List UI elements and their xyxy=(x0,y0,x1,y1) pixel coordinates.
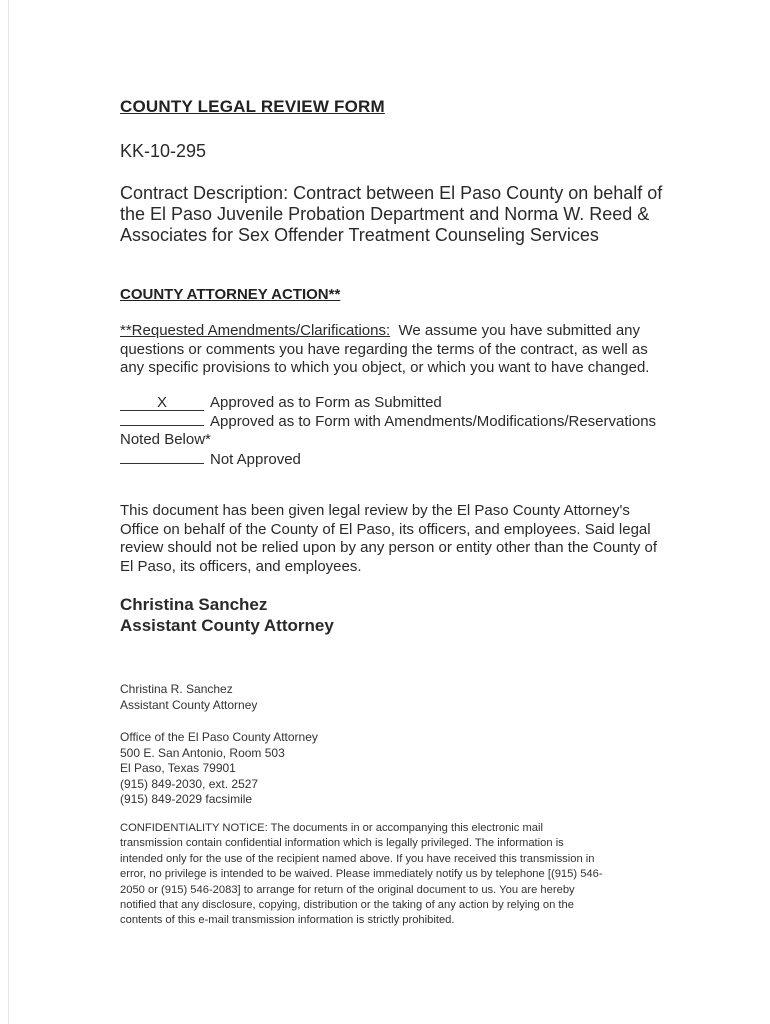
requested-line: questions or comments you have regarding the terms of the contract, as well as xyxy=(120,340,648,358)
requested-line: any specific provisions to which you object, or which you want to have changed. xyxy=(120,359,650,376)
legal-line: This document has been given legal review by the El Paso County Attorney's xyxy=(120,502,630,519)
option-label: Not Approved xyxy=(210,451,301,468)
confidentiality-line: 2050 or (915) 546-2083] to arrange for return of the original document to us. You are hereby xyxy=(120,883,575,896)
confidentiality-line: error, no privilege is intended to be waived. Please immediately notify us by telephone [(915) 546- xyxy=(120,868,603,881)
legal-line: El Paso, its officers, and employees. xyxy=(120,557,362,575)
contract-description xyxy=(120,183,663,246)
legal-line: review should not be relied upon by any person or entity other than the County of xyxy=(120,539,658,556)
confidentiality-line: CONFIDENTIALITY NOTICE: The documents in or accompanying this electronic mail xyxy=(120,822,543,834)
contract-line: the El Paso Juvenile Probation Department and Norma W. Reed & xyxy=(120,204,650,224)
confidentiality-notice xyxy=(120,821,630,929)
email-signature-block xyxy=(120,682,257,713)
option-mark-blank xyxy=(120,412,204,426)
form-title: COUNTY LEGAL REVIEW FORM xyxy=(120,97,385,116)
option-label: Approved as to Form as Submitted xyxy=(210,394,442,411)
signature-title: Assistant County Attorney xyxy=(120,616,334,635)
address-line: Office of the El Paso County Attorney xyxy=(120,730,318,744)
contract-line: Contract Description: Contract between El Paso County on behalf of xyxy=(120,183,663,203)
legal-line: Office on behalf of the County of El Paso, its officers, and employees. Said legal xyxy=(120,520,651,538)
address-line: (915) 849-2029 facsimile xyxy=(120,792,253,806)
requested-amendments-paragraph xyxy=(120,322,660,378)
option-mark-blank xyxy=(120,448,204,464)
scan-edge-line xyxy=(8,0,9,1024)
requested-amendments-text: We assume you have submitted any xyxy=(398,322,641,339)
confidentiality-line: intended only for the use of the recipient named above. If you have received this transmission in xyxy=(120,852,595,865)
option-approved-as-submitted xyxy=(120,394,442,411)
signature-name: Christina Sanchez xyxy=(120,595,268,614)
email-signature-title: Assistant County Attorney xyxy=(120,697,258,712)
address-line: 500 E. San Antonio, Room 503 xyxy=(120,745,285,760)
option-continuation: Noted Below* xyxy=(120,431,211,448)
option-approved-with-amendments xyxy=(120,412,660,449)
county-attorney-action-heading: COUNTY ATTORNEY ACTION** xyxy=(120,286,341,303)
confidentiality-line: transmission contain confidential information which is legally privileged. The information is xyxy=(120,837,564,850)
option-not-approved xyxy=(120,448,301,468)
confidentiality-line: notified that any disclosure, copying, distribution or the taking of any action by relying on the xyxy=(120,899,574,912)
requested-amendments-label: **Requested Amendments/Clarifications: xyxy=(120,322,391,339)
email-signature-name: Christina R. Sanchez xyxy=(120,682,233,696)
contract-line: Associates for Sex Offender Treatment Counseling Services xyxy=(120,225,599,245)
confidentiality-line: contents of this e-mail transmission information is strictly prohibited. xyxy=(120,914,455,927)
form-number: KK-10-295 xyxy=(120,141,207,161)
option-label: Approved as to Form with Amendments/Modifications/Reservations xyxy=(210,413,657,430)
legal-review-paragraph xyxy=(120,502,660,576)
option-mark-blank: X xyxy=(120,395,204,411)
address-line: El Paso, Texas 79901 xyxy=(120,761,236,775)
address-line: (915) 849-2030, ext. 2527 xyxy=(120,776,259,791)
office-address-block xyxy=(120,730,318,808)
